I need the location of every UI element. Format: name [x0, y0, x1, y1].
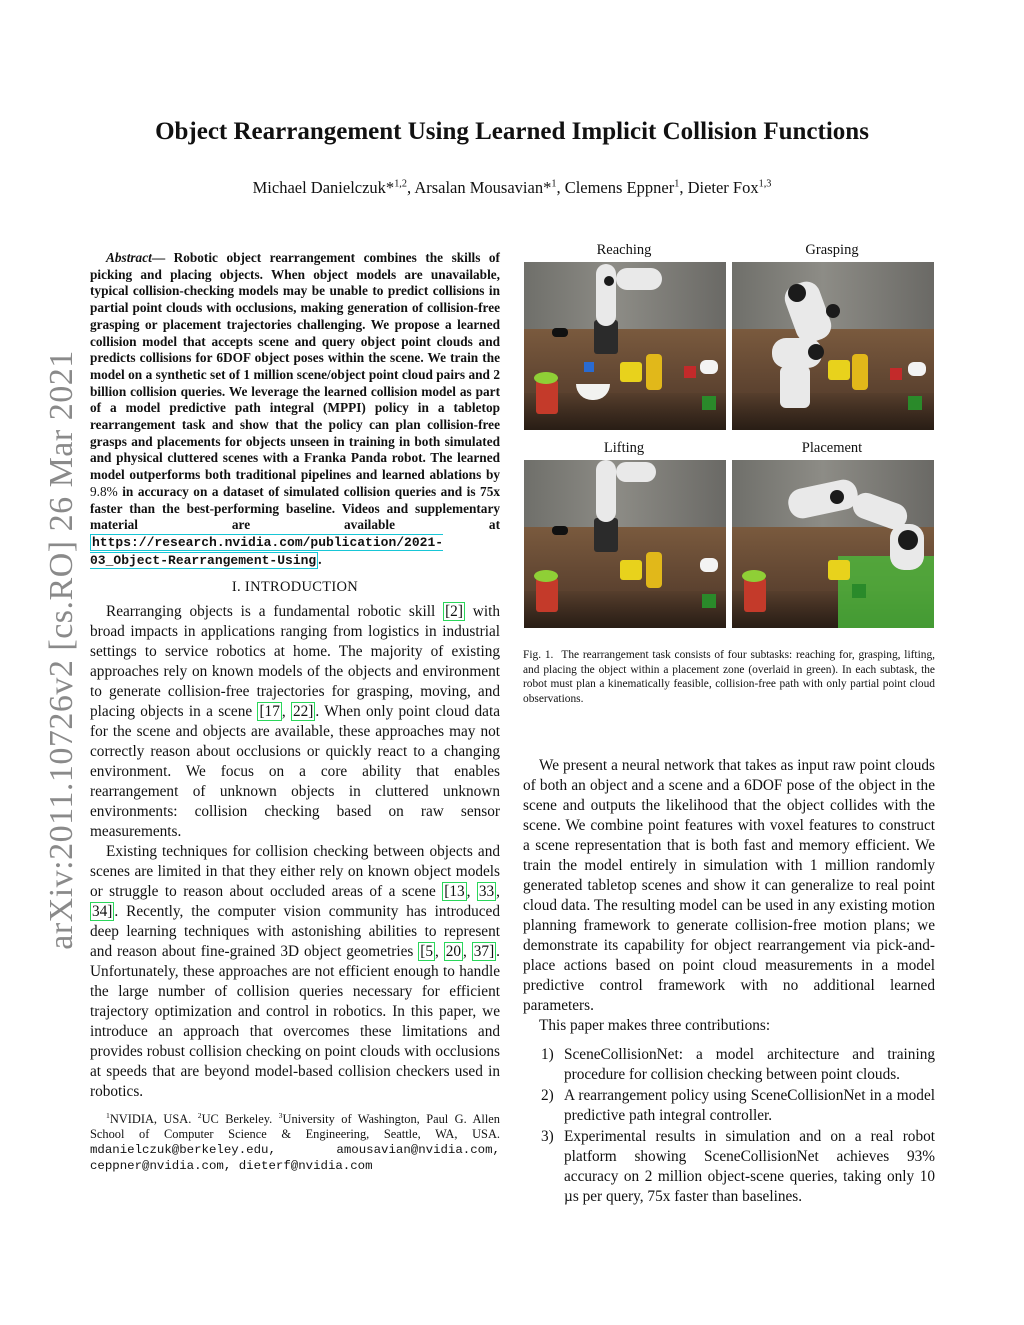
left-column	[90, 250, 500, 1174]
figure-1-caption: Fig. 1. The rearrangement task consists of four subtasks: reaching for, grasping, lifting, and placing the object within a placement zone (overlaid in green). In each subtask, the robot must plan a kinematically feasible, collision-free path with only partial point cloud observations.	[523, 649, 935, 705]
paper-title: Object Rearrangement Using Learned Implicit Collision Functions	[155, 118, 869, 145]
author: Michael Danielczuk*$^{1,2}$,	[252, 178, 415, 197]
figure-label: Fig. 1.	[523, 649, 554, 661]
panel-label-reaching: Reaching	[596, 242, 652, 258]
intro-paragraph-2: Existing techniques for collision checking between objects and scenes are limited in that they either rely on known object models or struggle to reason about occluded areas of a scene [13 , 33 , 34] . Recently, the computer vision community has introduced deep learning techniques with astonishing abilities to represent and reason about fine-grained 3D object geometries [5 , 20 , 37] . Unfortunately, these approaches are not efficient enough to handle the large number of collision queries necessary for efficient trajectory optimization and control in robotics. In this paper, we introduce an approach that overcomes these limitations and provides robust collision checking on point clouds with occlusions at speeds that are beyond model-based collision checkers used in robotics.	[90, 843, 500, 1101]
citation-link[interactable]: 33	[478, 883, 495, 901]
affiliation-footnote: $^1$NVIDIA, USA. $^2$UC Berkeley. $^3$University of Washington, Paul G. Allen School of Computer Science & Engineering, Seattle, WA, USA. mdanielczuk@berkeley.edu, amousavian@nvidia.com, ceppner@nvidia.com, dieterf@nvidia.com	[90, 1111, 500, 1174]
panel-label-placement: Placement	[801, 440, 863, 456]
list-item: 3) Experimental results in simulation and on a real robot platform showing SceneCollisionNet achieves 93% accuracy on 2 million object-scene queries, taking only 10 µs per query, 75x faster than baselines.	[541, 1128, 935, 1205]
panel-label-grasping: Grasping	[805, 242, 859, 258]
project-url-link[interactable]: https://research.nvidia.com/publication/2021-03_Object-Rearrangement-Using	[90, 534, 444, 568]
list-item: 1) SceneCollisionNet: a model architecture and training procedure for collision checking between point clouds.	[541, 1046, 935, 1083]
citation-link[interactable]: [13	[444, 883, 465, 901]
list-item: 2) A rearrangement policy using SceneCollisionNet in a model predictive path integral controller.	[541, 1087, 935, 1124]
citation-link[interactable]: 20	[445, 943, 462, 961]
citation-link[interactable]: [5	[420, 943, 433, 961]
abstract: Abstract— Robotic object rearrangement combines the skills of picking and placing objects. When object models are unavailable, typical collision-checking models may be unable to predict collisions in partial point clouds with occlusions, making generation of collision-free grasping or placement trajectories challenging. We propose a learned collision model that accepts scene and query object point clouds and predicts collisions for 6DOF object poses within the scene. We train the model on a synthetic set of 1 million scene/object point cloud pairs and 2 billion collision queries. We leverage the learned collision model as part of a model predictive path integral (MPPI) policy in a tabletop rearrangement task and show that the policy can plan collision-free grasps and placements for objects unseen in training in both simulated and physical cluttered scenes with a Franka Panda robot. The learned model outperforms both traditional pipelines and learned ablations by 9.8% in accuracy on a dataset of simulated collision queries and is 75x faster than the best-performing baseline. Videos and supplementary material are available at https://research.nvidia.com/publication/2021-03_Object-Rearrangement-Using .	[90, 250, 500, 568]
citation-link[interactable]: [17	[259, 703, 280, 721]
abstract-label: Abstract	[106, 250, 152, 265]
photo-placement	[732, 460, 934, 628]
panel-label-lifting: Lifting	[603, 440, 645, 456]
section-heading-introduction: I. INTRODUCTION	[231, 579, 359, 596]
citation-link[interactable]: 22]	[292, 703, 314, 721]
author: Dieter Fox$^{1,3}$	[687, 178, 772, 197]
photo-lifting	[524, 460, 726, 628]
author: Clemens Eppner$^1$,	[564, 178, 688, 197]
accuracy-value: 9.8%	[90, 483, 118, 499]
right-column	[523, 756, 935, 1208]
citation-link[interactable]: 37]	[473, 943, 495, 961]
contributions-lead: This paper makes three contributions:	[539, 1017, 771, 1034]
citation-link[interactable]: 34]	[92, 903, 113, 921]
arxiv-id: arXiv:2011.10726v2 [cs.RO] 26 Mar 2021	[43, 350, 80, 950]
citation-link[interactable]: [2]	[445, 603, 463, 621]
author: Arsalan Mousavian*$^1$,	[414, 178, 565, 197]
photo-reaching	[524, 262, 726, 430]
intro-paragraph-1: Rearranging objects is a fundamental robotic skill [2] with broad impacts in applications ranging from logistics in industrial settings to service robotics at home. The majority of existing approaches rely on known models of the objects and environment to generate collision-free trajectories for grasping, moving, and placing objects in a scene [17 , 22] . When only point cloud data for the scene and objects are available, these approaches may not correctly reason about occlusions or quickly react to a changing environment. We focus on a core ability that enables rearrangement of unknown objects in cluttered unknown environments: collision checking based on raw sensor measurements.	[90, 603, 501, 841]
contribution-list	[523, 1045, 935, 1207]
author-emails: mdanielczuk@berkeley.edu, amousavian@nvidia.com, ceppner@nvidia.com, dieterf@nvidia.com	[90, 1143, 500, 1174]
intro-paragraph-3: We present a neural network that takes as input raw point clouds of both an object and a scene and a 6DOF pose of the object in the scene and outputs the likelihood that the object collides with the scene. We combine point features with voxel features to construct a scene representation that is both fast and memory efficient. We train the model entirely in simulation with 1 million randomly generated tabletop scenes and show it can generalize to real point cloud data. The resulting model can be used in any existing motion planning framework to generate collision-free motion plans; we demonstrate its capability for object rearrangement via pick-and-place actions based on point cloud measurements in a model predictive control framework with no additional learned parameters.	[523, 757, 935, 1014]
photo-grasping	[732, 262, 934, 430]
author-list	[0, 178, 1024, 198]
